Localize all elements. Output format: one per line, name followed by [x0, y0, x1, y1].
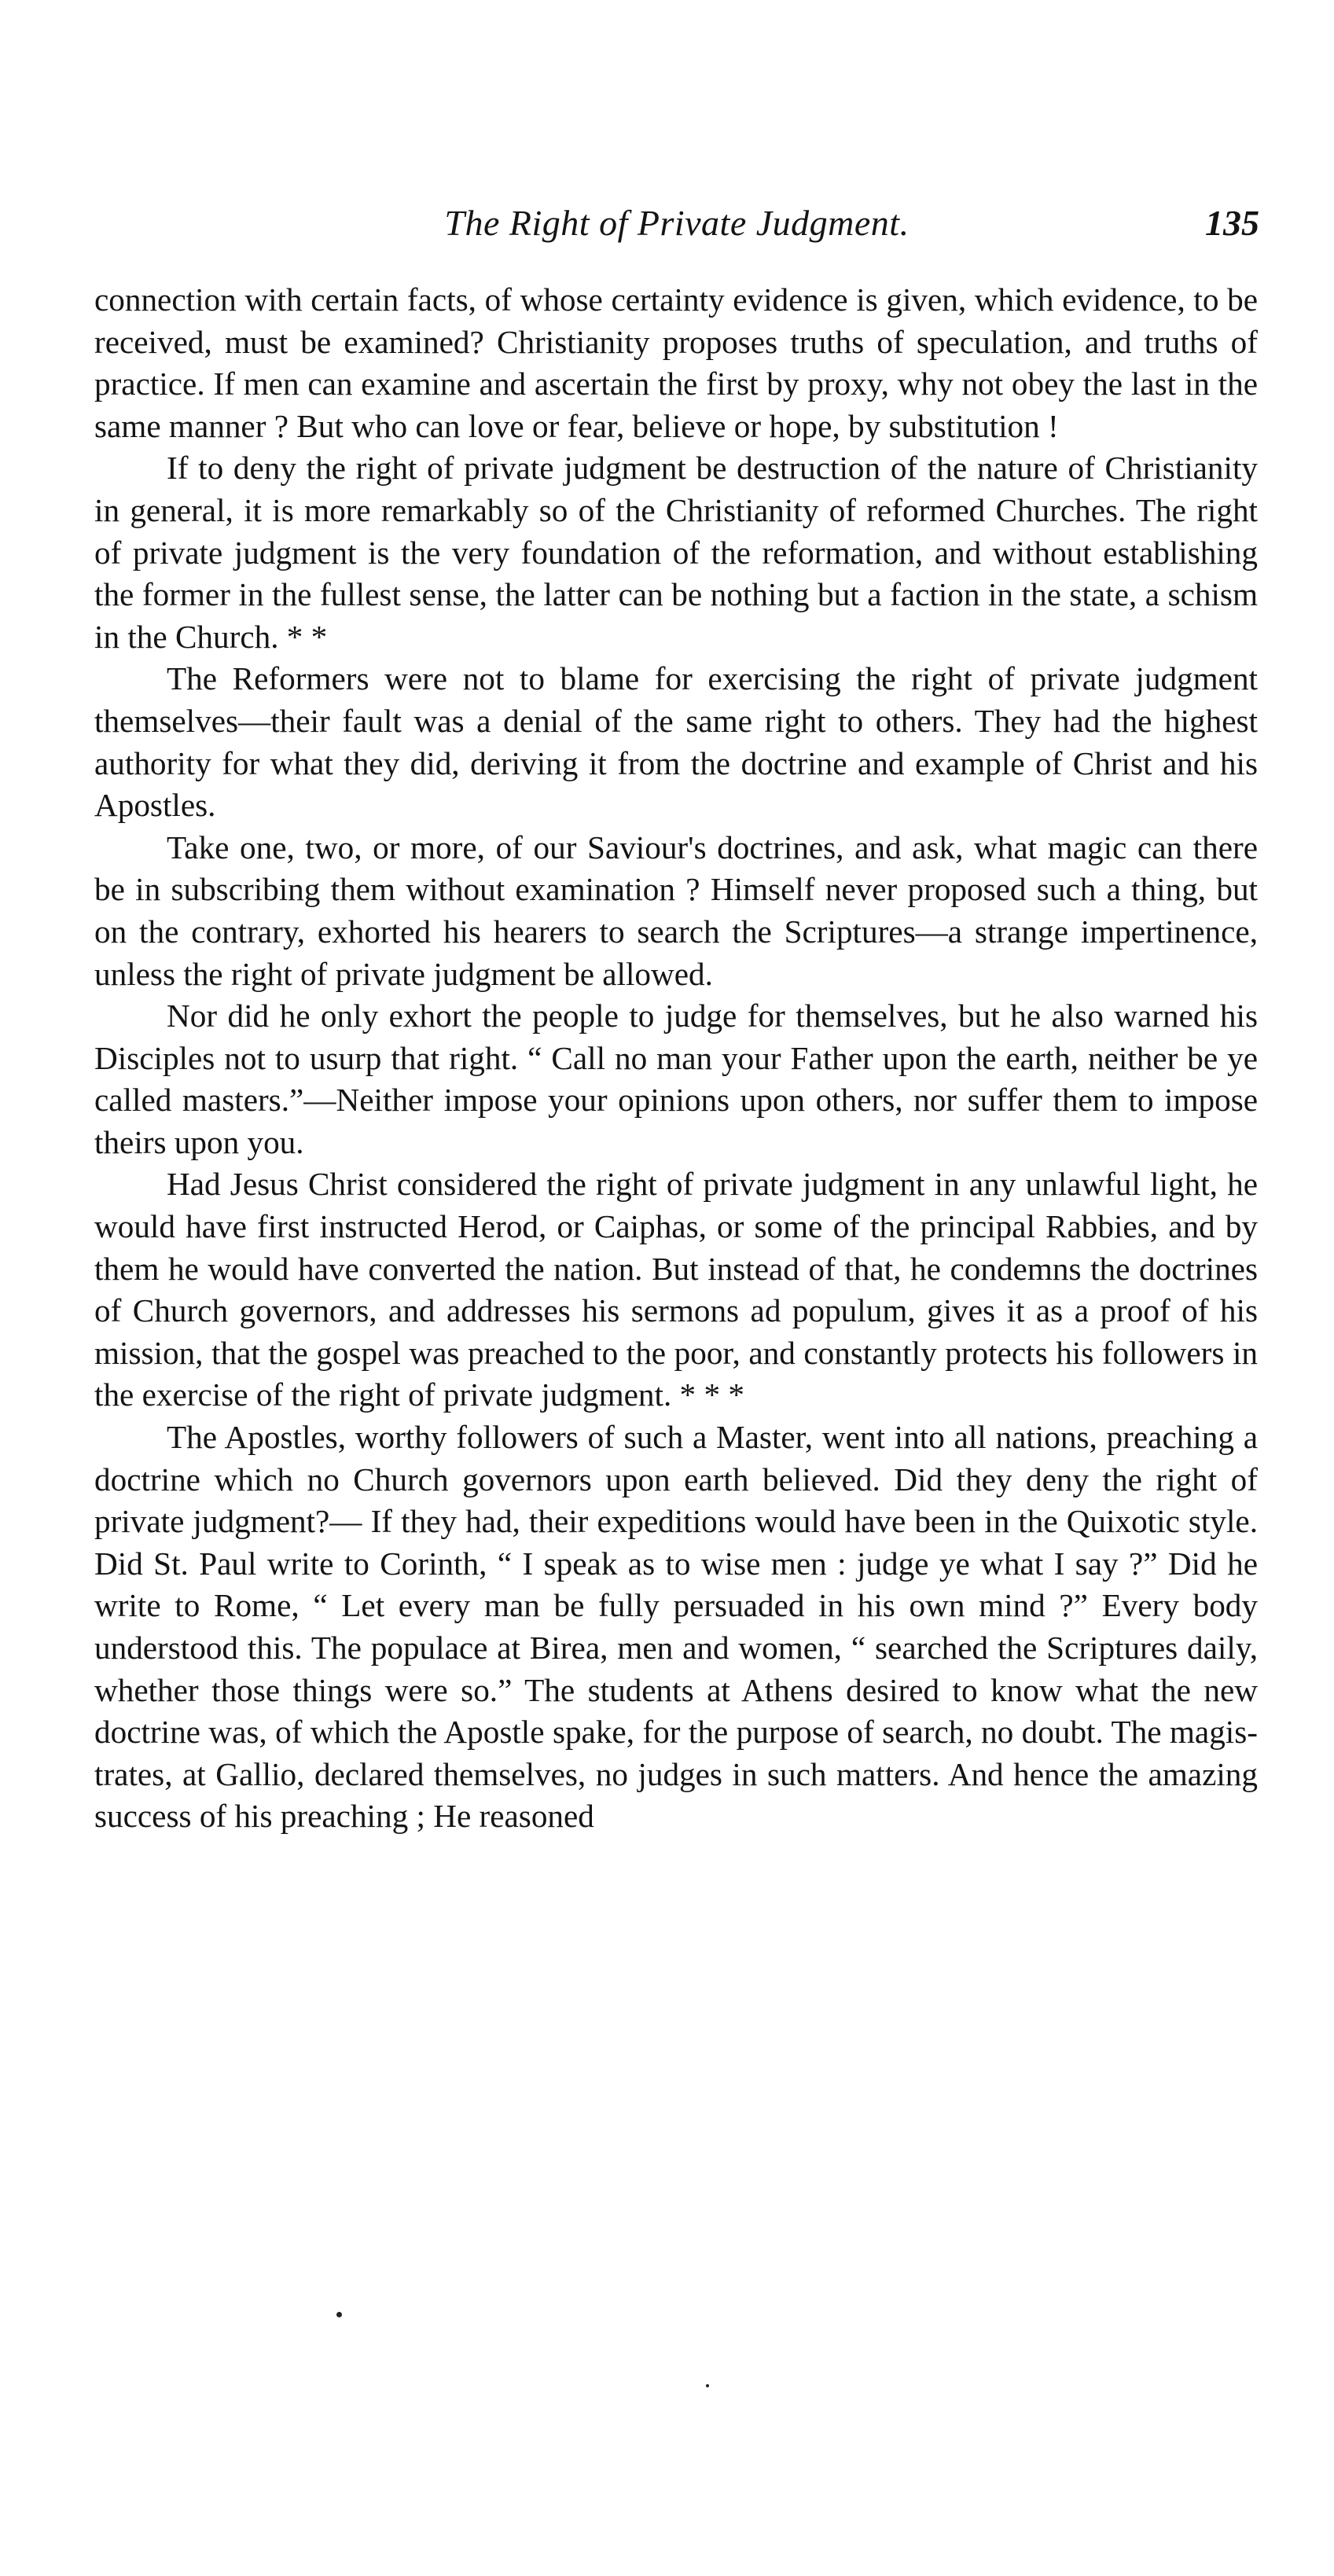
paragraph: The Apostles, worthy followers of such a Master, went into all nations, preaching a doctrine which no Church governors upon earth believed. Did they deny the right of private judgment?— If they had, their expeditions would have been in the Quixotic style. Did St. Paul write to Corinth, “ I speak as to wise men : judge ye what I say ?” Did he write to Rome, “ Let every man be fully persuaded in his own mind ?” Every body understood this. The populace at Birea, men and women, “ searched the Scriptures daily, whether those things were so.” The students at Athens desired to know what the new doctrine was, of which the Apostle spake, for the purpose of search, no doubt. The magistrates, at Gallio, declared themselves, no judges in such matters. And hence the amazing success of his preaching ; He reasoned: [94, 1419, 1258, 1835]
paragraph: connection with certain facts, of whose certainty evidence is given, which evidence, to be received, must be examined? Christianity proposes truths of speculation, and truths of practice. If men can examine and ascertain the first by proxy, why not obey the last in the same manner ? But who can love or fear, believe or hope, by substitution !: [94, 281, 1258, 444]
ink-speck: [706, 2384, 709, 2387]
paragraph: Nor did he only exhort the people to judge for themselves, but he also warned his Disciples not to usurp that right. “ Call no man your Father upon the earth, neither be ye called masters.”—Neither impose your opinions upon others, nor suffer them to impose theirs upon you.: [94, 998, 1258, 1160]
paragraph: Take one, two, or more, of our Saviour's doctrines, and ask, what magic can there be in subscribing them without examination ? Himself never proposed such a thing, but on the contrary, exhorted his hearers to search the Scriptures—a strange impertinence, unless the right of private judgment be allowed.: [94, 829, 1258, 992]
page-number: 135: [1205, 203, 1259, 243]
running-head: [94, 195, 1259, 252]
running-title: The Right of Private Judgment.: [444, 203, 910, 243]
paragraph: Had Jesus Christ considered the right of private judgment in any unlawful light, he would have first instructed Herod, or Caiphas, or some of the principal Rabbies, and by them he would have converted the nation. But instead of that, he condemns the doctrines of Church governors, and addresses his sermons ad populum, gives it as a proof of his mission, that the gospel was preached to the poor, and constantly protects his followers in the exercise of the right of private judgment. * * *: [94, 1166, 1258, 1413]
paragraph: If to deny the right of private judgment be destruction of the nature of Christianity in general, it is more remarkably so of the Christianity of reformed Churches. The right of private judgment is the very foundation of the reformation, and without establishing the former in the fullest sense, the latter can be nothing but a faction in the state, a schism in the Church. * *: [94, 450, 1258, 655]
body-text: [94, 279, 1258, 1838]
paragraph: The Reformers were not to blame for exercising the right of private judgment themselves—their fault was a denial of the same right to others. They had the highest authority for what they did, deriving it from the doctrine and example of Christ and his Apostles.: [94, 660, 1258, 824]
ink-speck: [336, 2312, 342, 2317]
